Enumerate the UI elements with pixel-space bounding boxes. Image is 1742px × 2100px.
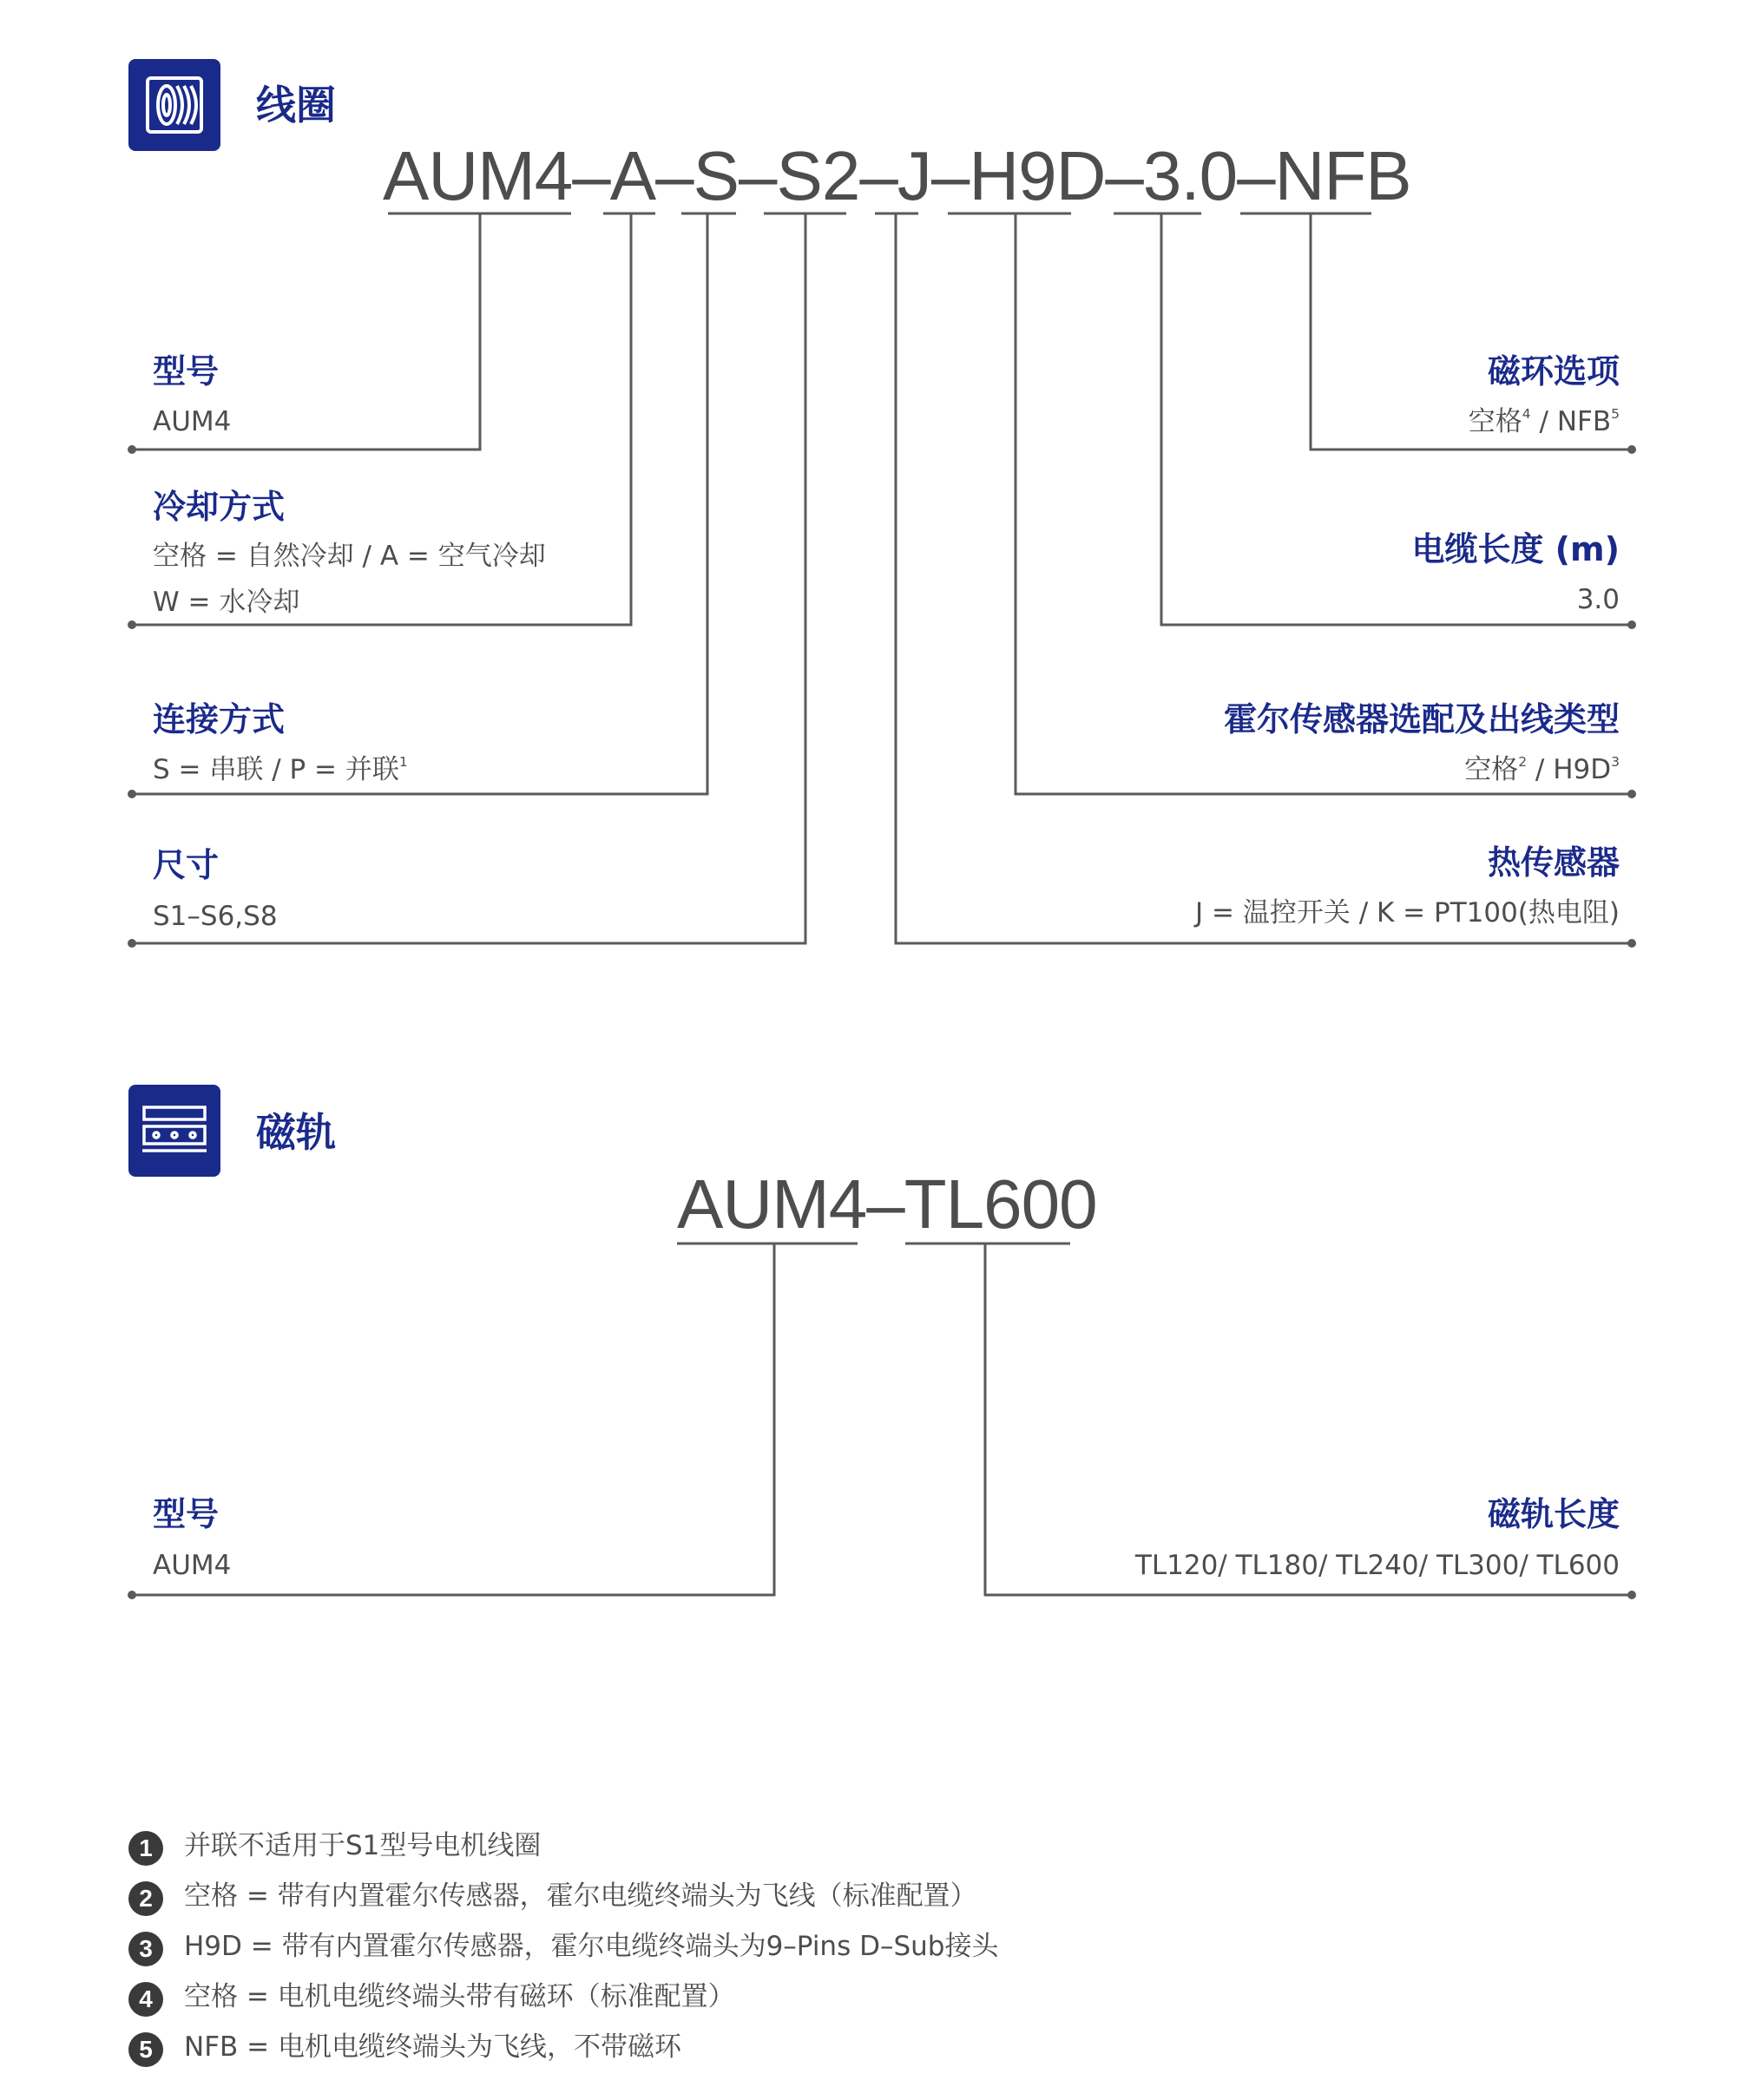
footnote-ref-2: 2 <box>1518 754 1528 771</box>
hall-h9d-text: / H9D <box>1527 754 1612 785</box>
track-code-part-length: TL600 <box>904 1165 1097 1243</box>
coil-section-title: 线圈 <box>256 82 336 128</box>
footnote-number: 3 <box>128 1932 163 1966</box>
footnote-ref-1: 1 <box>398 754 408 771</box>
field-size-value: S1–S6,S8 <box>153 901 278 932</box>
footnote-number: 2 <box>128 1881 163 1916</box>
track-code-part-aum4: AUM4 <box>677 1165 867 1243</box>
track-model-code <box>677 1165 1097 1243</box>
connection-text: S = 串联 / P = 并联 <box>153 754 399 785</box>
track-length-label: 磁轨长度 <box>1487 1495 1620 1533</box>
field-model-label: 型号 <box>153 352 220 390</box>
field-cooling-label: 冷却方式 <box>153 488 286 526</box>
code-dash: – <box>738 137 777 214</box>
code-dash: – <box>859 137 897 214</box>
field-ferrite-value <box>1468 406 1620 437</box>
footnote-number: 4 <box>128 1982 163 2017</box>
coil-icon <box>128 59 220 151</box>
ferrite-blank-text: 空格 <box>1468 406 1522 437</box>
footnote-text: 空格 = 带有内置霍尔传感器，霍尔电缆终端头为飞线（标准配置） <box>184 1880 977 1912</box>
field-cooling-value-1: 空格 = 自然冷却 / A = 空气冷却 <box>153 541 546 572</box>
code-dash: – <box>930 137 970 214</box>
code-part-aum4: AUM4 <box>383 137 573 214</box>
field-connection-label: 连接方式 <box>153 700 286 738</box>
track-length-value: TL120/ TL180/ TL240/ TL300/ TL600 <box>1134 1550 1620 1581</box>
field-hall-value <box>1464 754 1620 785</box>
code-dash: – <box>655 137 694 214</box>
code-part-cable-length: 3.0 <box>1142 137 1238 214</box>
footnote-ref-4: 4 <box>1522 406 1531 423</box>
track-model-value: AUM4 <box>153 1550 232 1581</box>
footnote-text: 空格 = 电机电缆终端头带有磁环（标准配置） <box>184 1981 735 2012</box>
code-part-ferrite: NFB <box>1274 137 1411 214</box>
right-fields <box>955 0 1620 955</box>
field-hall-label: 霍尔传感器选配及出线类型 <box>1223 700 1620 738</box>
ferrite-nfb-text: / NFB <box>1530 406 1612 437</box>
magnetic-track-icon <box>128 1085 220 1177</box>
field-ferrite-label: 磁环选项 <box>1487 352 1620 390</box>
field-size-label: 尺寸 <box>153 846 220 884</box>
code-dash: – <box>1237 137 1275 214</box>
footnote-text: NFB = 电机电缆终端头为飞线，不带磁环 <box>184 2031 681 2063</box>
code-part-thermal: J <box>897 137 931 214</box>
field-thermal-label: 热传感器 <box>1487 843 1620 882</box>
field-cable-length-value: 3.0 <box>1576 584 1620 615</box>
field-cable-length-label: 电缆长度 (m) <box>1411 530 1620 568</box>
footnote-text: 并联不适用于S1型号电机线圈 <box>184 1830 542 1861</box>
field-connection-value <box>153 754 408 785</box>
track-code-dash: – <box>866 1165 904 1243</box>
field-model-value: AUM4 <box>153 406 232 437</box>
code-part-cooling: A <box>609 137 656 214</box>
footnote-number: 5 <box>128 2032 163 2067</box>
track-model-label: 型号 <box>153 1495 220 1533</box>
track-section-title: 磁轨 <box>256 1109 336 1156</box>
footnote-text: H9D = 带有内置霍尔传感器，霍尔电缆终端头为9–Pins D–Sub接头 <box>184 1931 999 1962</box>
code-part-connection: S <box>693 137 739 214</box>
field-thermal-value: J = 温控开关 / K = PT100(热电阻) <box>1195 897 1620 929</box>
footnote-ref-5: 5 <box>1611 406 1620 423</box>
code-dash: – <box>1105 137 1143 214</box>
field-cooling-value-2: W = 水冷却 <box>153 587 300 618</box>
hall-blank-text: 空格 <box>1464 754 1519 785</box>
code-part-size: S2 <box>776 137 860 214</box>
track-right-field <box>955 1475 1620 1597</box>
footnote-number: 1 <box>128 1831 163 1866</box>
code-dash: – <box>572 137 610 214</box>
footnote-ref-3: 3 <box>1611 754 1620 771</box>
code-part-hall: H9D <box>969 137 1106 214</box>
